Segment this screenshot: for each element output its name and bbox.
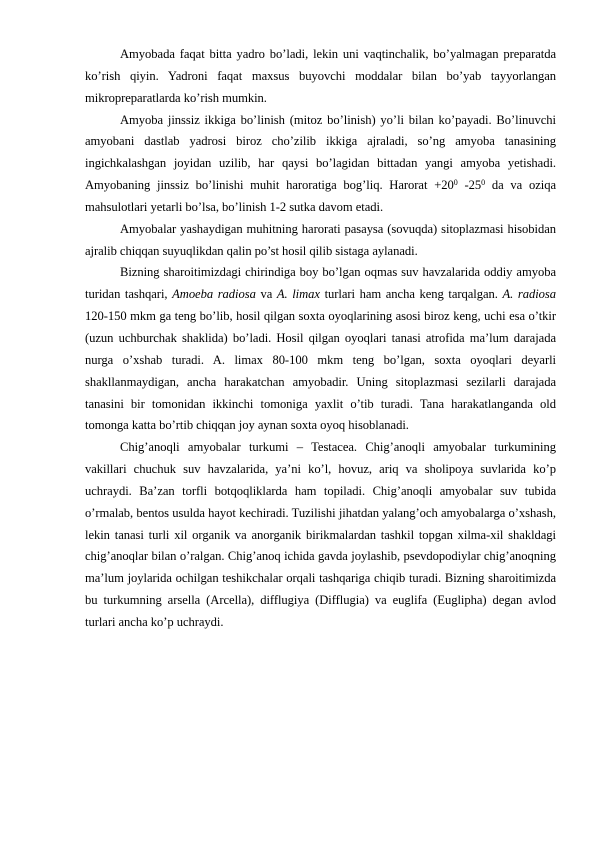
species-name-limax: A. limax [276,287,320,302]
degree-mark-low: 0 [453,178,458,188]
paragraph-amoeba-nucleus: Amyobada faqat bitta yadro bo’ladi, lekin uni vaqtinchalik, bo’yalmagan preparatda ko’rish qiyin. Yadroni faqat maxsus buyovchi moddalar bilan bo’yab tayyorlangan mikropreparatlarda ko’rish mumkin. [85,47,556,105]
species-name-radiosa: Amoeba radiosa [172,287,256,302]
paragraph-testacea: Chig’anoqli amyobalar turkumi – Testacea. Chig’anoqli amyobalar turkumining vakillari chuchuk suv havzalarida, ya’ni ko’l, hovuz, ariq va sholipoya suvlarida ko’p uchraydi. Ba’zan torfli botqoqliklarda ham topiladi. Chig’anoqli amyobalar suv tubida o’rmalab, bentos usulda hayot kechiradi. Tuzilishi jihatdan yalang’och amyobalarga o’xshash, lekin tanasi turli xil organik va anorganik birikmalardan tashkil topgan xilma-xil shakldagi chig’anoqlar bilan o’ralgan. Chig’anoq ichida gavda joylashib, psevdopodiylar chig’anoqning ma’lum joylarida ochilgan teshikchalar orqali tashqariga chiqib turadi. Bizning sharoitimizda bu turkumning arsella (Arcella), difflugiya (Difflugia) va euglifa (Euglipha) degan avlod turlari ancha ko’p uchraydi. [85,440,556,629]
temperature-low: +20 [434,178,454,193]
species-intro: Bizning sharoitimizdagi chirindiga boy bo’lgan oqmas suv havzalarida oddiy amyoba turidan tashqari, [85,265,556,302]
species-conj: va [255,287,277,302]
species-description: 120-150 mkm ga teng bo’lib, hosil qilgan soxta oyoqlarining asosi biroz keng, uchi esa o’tkir (uzun uchburchak shaklida) bo’ladi. Hosil qilgan oyoqlari tanasi atrofida ma’lum darajada nurga o’xshab turadi. A. limax 80-100 mkm teng bo’lgan, soxta oyoqlari deyarli shakllanmaydigan, ancha harakatchan amyobadir. Uning sitoplazmasi sezilarli darajada tanasini bir tomonidan ikkinchi tomoniga yaxlit o’tib turadi. Tana harakatlanganda old tomonga katta bo’rtib chiqqan joy aynan soxta oyoq hisoblanadi. [85,309,556,433]
temperature-high: -25 [457,178,482,193]
paragraph-cyst-formation: Amyobalar yashaydigan muhitning harorati pasaysa (sovuqda) sitoplazmasi hisobidan ajralib chiqqan suyuqlikdan qalin po’st hosil qilib sistaga aylanadi. [85,221,556,258]
document-page [85,44,556,634]
degree-mark-high: 0 [481,178,486,188]
paragraph-amoeba-reproduction [85,110,556,219]
species-spread: turlari ham ancha keng tarqalgan. [319,287,503,302]
paragraph-amoeba-species [85,262,556,437]
species-name-radiosa-2: A. radiosa [502,287,556,302]
reproduction-text: Amyoba jinssiz ikkiga bo’linish (mitoz bo’linish) yo’li bilan ko’payadi. Bo’linuvchi amyobani dastlab yadrosi biroz cho’zilib ikkiga ajraladi, so’ng amyoba tanasining ingichkalashgan joyidan uzilib, har qaysi bo’lagidan bittadan yangi amyoba yetishadi. Amyobaning jinssiz bo’linishi muhit haroratiga bog’liq. Harorat [85,112,556,193]
reproduction-tail: da va oziqa mahsulotlari yetarli bo’lsa, bo’linish 1-2 sutka davom etadi. [85,178,556,214]
